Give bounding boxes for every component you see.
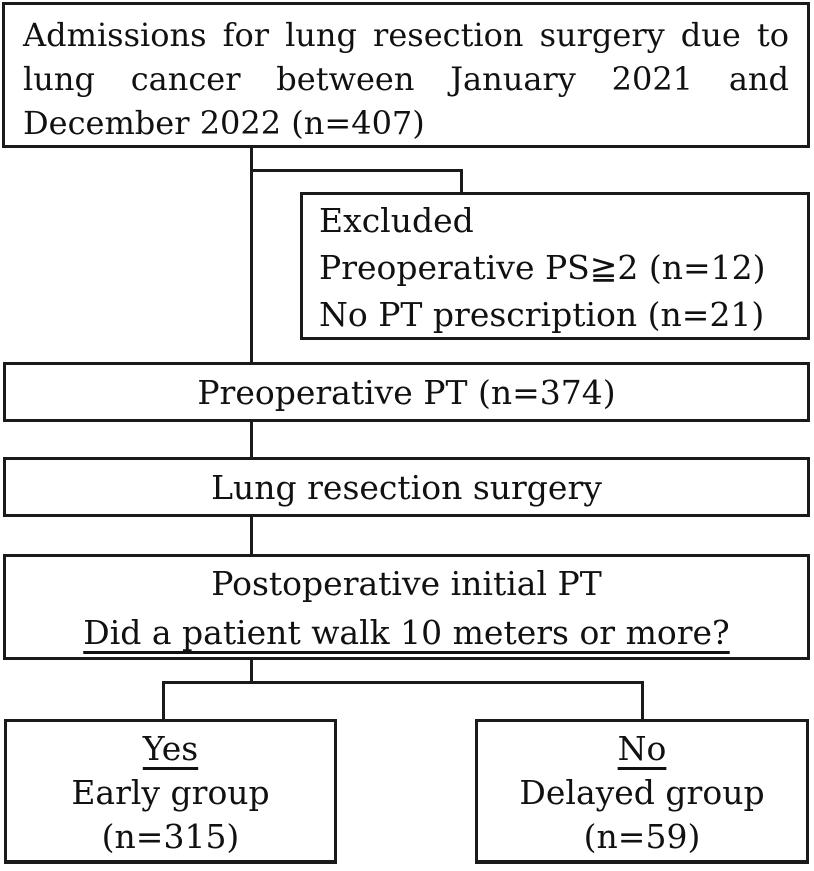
admissions-line-1: Admissions for lung resection surgery due to xyxy=(23,16,789,54)
connector-excluded-horizontal xyxy=(250,169,463,172)
preoperative-pt-label: Preoperative PT (n=374) xyxy=(197,372,616,412)
connector-preop-to-surgery xyxy=(250,420,253,457)
delayed-group-label: Delayed group xyxy=(519,773,765,812)
postoperative-pt-label: Postoperative initial PT xyxy=(211,564,602,603)
postoperative-pt-box xyxy=(3,554,810,660)
no-label: No xyxy=(617,729,667,768)
early-group-label: Early group xyxy=(71,773,270,812)
early-group-box xyxy=(4,719,337,864)
delayed-group-count: (n=59) xyxy=(583,817,701,856)
excluded-item-1: Preoperative PS≧2 (n=12) xyxy=(319,248,766,287)
connector-branch-left-drop xyxy=(162,681,165,722)
lung-resection-surgery-box xyxy=(3,457,810,517)
admissions-line-3: December 2022 (n=407) xyxy=(23,104,425,142)
connector-postop-drop xyxy=(250,658,253,683)
connector-admissions-to-preop xyxy=(250,146,253,362)
lung-resection-surgery-label: Lung resection surgery xyxy=(211,467,602,507)
excluded-item-2: No PT prescription (n=21) xyxy=(319,295,765,334)
yes-label: Yes xyxy=(142,729,199,768)
walk-question-label: Did a patient walk 10 meters or more? xyxy=(83,613,730,652)
early-group-count: (n=315) xyxy=(101,817,240,856)
preoperative-pt-box xyxy=(3,362,810,422)
admissions-box xyxy=(2,2,810,148)
excluded-title: Excluded xyxy=(319,201,474,240)
admissions-line-2: lung cancer between January 2021 and xyxy=(23,60,789,98)
excluded-box xyxy=(300,192,810,340)
connector-surgery-to-postop xyxy=(250,515,253,554)
delayed-group-box xyxy=(475,719,809,864)
connector-branch-horizontal xyxy=(162,681,644,684)
connector-branch-right-drop xyxy=(641,681,644,722)
